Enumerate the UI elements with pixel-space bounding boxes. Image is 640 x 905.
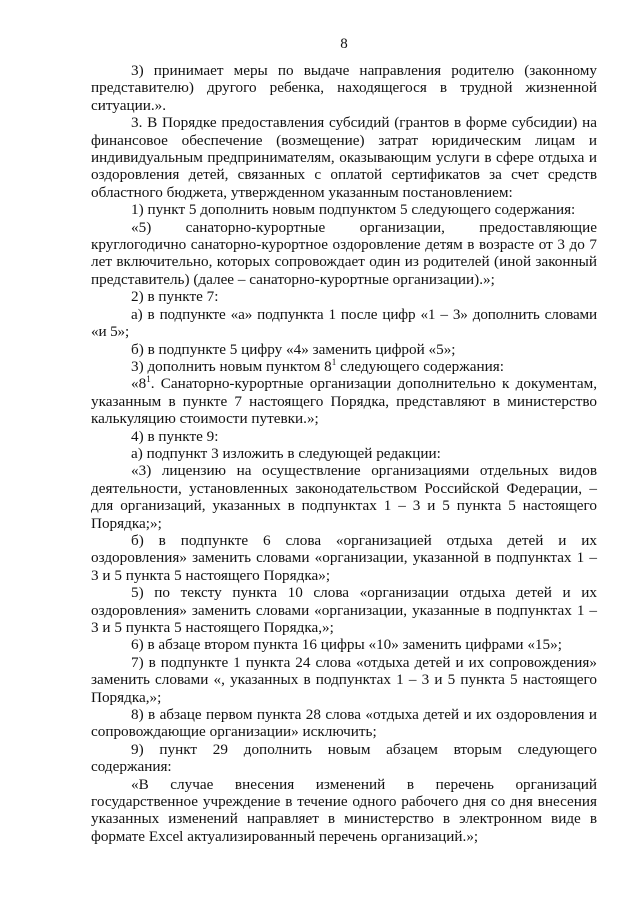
paragraph-11: а) подпункт 3 изложить в следующей редакции: [131,444,441,462]
document-body [91,62,597,845]
paragraph-17: 8) в абзаце первом пункта 28 слова «отдыха детей и их оздоровления и сопровождающие организации» исключить; [91,706,597,741]
paragraph-9-superscript: 1 [146,374,151,385]
paragraph-6: а) в подпункте «а» подпункта 1 после цифр «1 – 3» дополнить словами «и 5»; [91,305,597,341]
paragraph-9-text-after: . Санаторно-курортные организации дополнительно к документам, указанным в пункте 7 настоящего Порядка, представляют в министерство калькуляцию стоимости путевки.»; [91,375,597,428]
paragraph-5: 2) в пункте 7: [131,288,219,306]
paragraph-19: «В случае внесения изменений в перечень организаций государственное учреждение в течение одного рабочего дня со дня внесения указанных изменений направляет в министерство в электронном виде в формате Excel актуализированный перечень организаций.»; [91,775,597,845]
paragraph-9-text-before: «8 [131,375,147,393]
document-page [91,0,597,905]
paragraph-8 [91,358,597,375]
page-number: 8 [340,36,348,52]
paragraph-12: «3) лицензию на осуществление организациями отдельных видов деятельности, установленных законодательством Российской Федерации, – для организаций, указанных в подпунктах 1 – 3 и 5 пункта 5 настоящего Порядка;»; [91,462,597,532]
paragraph-14: 5) по тексту пункта 10 слова «организации отдыха детей и их оздоровления» заменить словами «организации, указанные в подпунктах 1 – 3 и 5 пункта 5 настоящего Порядка,»; [91,584,597,636]
paragraph-18: 9) пункт 29 дополнить новым абзацем вторым следующего содержания: [91,740,597,776]
paragraph-3: 1) пункт 5 дополнить новым подпунктом 5 следующего содержания: [131,201,576,219]
paragraph-4: «5) санаторно-курортные организации, предоставляющие круглогодично санаторно-курортное оздоровление детям в возрасте от 3 до 7 лет включительно, которых сопровождает один из родителей (иной законный представитель) (далее – санаторно-курортные организации).»; [91,218,597,288]
paragraph-15: 6) в абзаце втором пункта 16 цифры «10» заменить цифрами «15»; [131,636,562,654]
paragraph-10: 4) в пункте 9: [131,427,219,445]
paragraph-1: 3) принимает меры по выдаче направления родителю (законному представителю) другого ребенка, находящегося в трудной жизненной ситуации.». [91,62,597,114]
paragraph-8-text-before: 3) дополнить новым пунктом 8 [131,357,332,375]
paragraph-13: б) в подпункте 6 слова «организацией отдыха детей и их оздоровления» заменить словами «организации, указанной в подпунктах 1 – 3 и 5 пункта 5 настоящего Порядка»; [91,531,597,584]
paragraph-16: 7) в подпункте 1 пункта 24 слова «отдыха детей и их сопровождения» заменить словами «, указанных в подпунктах 1 – 3 и 5 пункта 5 настоящего Порядка,»; [91,653,597,706]
paragraph-7: б) в подпункте 5 цифру «4» заменить цифрой «5»; [131,340,456,358]
paragraph-2: 3. В Порядке предоставления субсидий (грантов в форме субсидии) на финансовое обеспечение (возмещение) затрат юридическим лицам и индивидуальным предпринимателям, оказывающим услуги в сфере отдыха и оздоровления детей, связанных с оплатой сертификатов за счет средств областного бюджета, утвержденном указанным постановлением: [91,114,597,201]
paragraph-8-text-after: следующего содержания: [336,357,504,375]
paragraph-9 [91,375,597,427]
paragraph-8-superscript: 1 [331,356,337,367]
